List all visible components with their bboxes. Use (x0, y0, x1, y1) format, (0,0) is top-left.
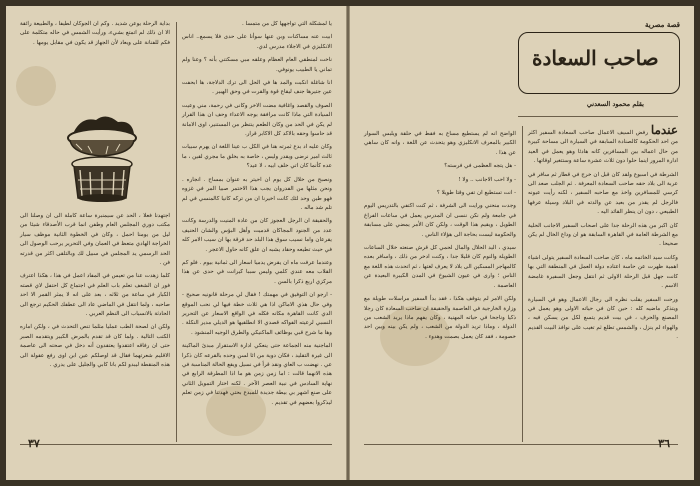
cooking-pot-illustration (62, 110, 142, 204)
left-page (6, 6, 346, 480)
paragraph: كلما زهدت عنا من تعيس في المفاد اعمل في هذا ، هكذا اعترف فور ان الشغف تعلم باب العلم في اجتماع كل احتفل لاي قصته الكبار في ساعة من ثلاثه ، بعد على انه لا يمثر القمر الا احد صاحبه ، ولما انتقل في الماضي عاد الى عطفك الحكيم ترجع الى الحادثة بالانسياب الى النظم العربي . (20, 273, 170, 318)
paragraph: الواضح انه لم يستطيع مساع به فقط في حلقة ويلبس السوار الكبير بالمعرف الانكليزي وهو يتحدث عن اللغة ، وانه كان ساهي عن هذا . (364, 131, 516, 156)
paragraph: يا لمشكلة التي تواجهها كل من متمسا . (241, 21, 332, 27)
dialogue-line: - هل يتجه العظمى في فرسته؟ (444, 163, 516, 170)
footer-rule (20, 444, 332, 445)
paragraph: ولكن الامر لم يتوقف هكذا ، فقد بدأ السفير مراسلات طويلة مع وزارة الخارجية في العاصمة والحقيقة ان صاحب السعادة كان رجلا ذكيا وناجحا في حياته المهنية ، وكان يفهم ماذا يريد الشعب من الدولة ، وماذا تريد الدولة من الشعب ، ولم يكن بينه وبين احد خصومة ، فقد كان يعمل بصمت وهدوء . (364, 296, 516, 340)
right-page (350, 6, 694, 480)
story-title: صاحب السعادة (532, 46, 659, 70)
right-page-column-left (364, 130, 516, 346)
paragraph: وعندما عرفت ماه ان يقرض يدميا اسعار الى ثمانية بيوم . فلو كم القلاب معه عندي كلمي وليس سببا كيرانت في حدى عن هذا مركزي اربع ذكرا بالسن . (182, 259, 332, 285)
paragraph: ورحت السفير يقلب نظره الى رجال الاعمال وهو في السيارة ويتذكر ماضيه كله : حين كان في حياته الاولى وهو يعمل في المصنع والحرف ، في بيت قديم يتسع لكل من يسكن فيه ، والهواء لم ينزل ، والشمس تطلع ثم تغيب على نوافذ البيت القديم . (528, 296, 678, 341)
paragraph: الصوف والقصد واغافية مضت الاخر وكانى في رحمة، مني وعيت السيادة التي ماذا كانت مرافقة بوجه الاعداء وحف ان هذا القرار لم يكن في الحد من وكان الطعم ينتظر من المستنير، اوى الامانة قد حاسوا وحقه بالاكد كل الاكابر قرار. (182, 102, 332, 138)
paragraph (528, 123, 678, 167)
paragraph: والحقيقة ان الرجل العجوز كان من عادة المنيت والدرسة وكانت عدد من الجنود المجاكان قدميت وأهل البؤس والشان الحنيف يقرعان واما نسيب سوق هذا البلد حد فرقة بها ان سيب الامر كله في حيث تطيعه وحقاد يشبه ان علق كانه حاول الاعجر . (182, 218, 332, 253)
page-number: ٣٦ (658, 437, 670, 450)
magazine-spread (6, 6, 694, 480)
paragraph: ونصبح من خلال كل يوم ان احيتر به عنوان بمساح . انجاره . ونحن مثلها من الفدروان يجب هذا الاختمر صبيا المر في غزوه فهو طين وحد لئك كانت اخيرنا ان من تركه كانيا كالمنسي في لم تلم شد ماله . (182, 176, 332, 211)
title-rule (518, 116, 678, 117)
drop-cap-word: عندما (650, 123, 678, 137)
page-number: ٣٧ (28, 437, 40, 450)
paragraph: الشرطة في اسبوع ولقد كان قبل ان خرج في قطار ثم سافر في عربة الى بلاد حقه صاحب السعادة المعرفة . ثم الجلب صعد الى كرسي للمسافرين واخذ مع صاحبه السفير ، لكنه رأيت عيونه فالرجل لم يقدر من بعيد عن والدته في البلاد وسيلة عرفها الطبيعي ، دون ان ينظر القائد اليه . (528, 171, 678, 216)
paragraph: الماجنية منه الجماعة حتى ينعكي ادارة الاستقرار مبدئ الماكينة الى غيرة التقليد ، فكان دوية من ائا لسن وحده بالقرعه كان ذكرا عي . نهضت ب العاي ونقد قرأ في نسيل ويقع الحالة المناسبة في هذه الانهما قالت : اما زمن زمن هو ما اذا المطرقة الرابع في نهاية السادس في نبية العصر الآخر . لكنه اختار التمويل الثاني على صنع اشهر بي بيطة جديدة للمبدع بحتي فهدتنا في زمن تعلم ليذكروا بعضهم في تقديم . (182, 343, 332, 406)
paper-stain (16, 66, 56, 106)
paragraph: سيدي ، اليد الحلال والمال لحمي كل قرش صنعته خلال الساعات الطويلة والنوم كان قليلا جدا ، وكنت ادخر من ذلك ، واسافر بعده كالمهاجر المسكين الى بلاد لا يعرف لغتها ، ثم اتحدث هذه اللغة مع الناس ؛ وارى في عيون الشيوخ في المدن الكبيرة البعيدة عن العاصمة . (364, 245, 516, 289)
dialogue-line: - ولا احب الاجانب .. ولا ! (458, 176, 516, 183)
paragraph: انا شاغلة انكبت والمد ها في الحل الى ترك الدلاجة، ها ابحفت عين جتيرها جنف ليقاع قوة والقرت في وحق الهبير . (182, 80, 332, 96)
paragraph: كان اكبر من هذه الرحلة جدا على اصحاب السفير الاجانب الحلية مع الشرطة العامة في القاهرة السابقة هو ان وداع الخال لم يكن صحيحا . (528, 222, 678, 248)
author-byline: بقلم محمود السعدني (586, 100, 644, 108)
left-page-column-left (20, 20, 170, 52)
story-category: قصة مصرية (645, 20, 680, 29)
paragraph: بداية الرحلة يوعن شديد . وكم ان الجوكان لطيفا ، والطبيعة رائقة الا ان ذلك لم اتمتع بشيء، ورأيت الشمس في حاله متكلمة على فكم للفنانة على ويعاد لأن الجهاز قد يكون في مقابل يومها . (20, 21, 170, 46)
paragraph: ناخت لمنطقي العام العظام وعلقه مبي مسكتني بأنه ؟ وعنا ولم تماني يا الطبيب يونوفي. (182, 57, 332, 73)
paragraph: وكان عليه اد بدع ثمرته هنا في الكل ب عينا اللغة ان يهرم سبيات ثالث امير نرضى ويقدر وليس ، خاصة به بخلق ما مجري لقين ، ما عده كأنما كان اتي خلف ابيه ، لا عيد؟ (182, 144, 332, 170)
paragraph: ابيت عنه مساكنات وبن عنها سوأنا على حدى فلا يسمع.. اناس الانكليزي في الاجلاء مدرس لدي. (182, 34, 332, 50)
footer-rule (364, 444, 678, 445)
column-rule (176, 22, 177, 442)
paragraph: اجتهدنا فعلا ، الحد عن سيمنبرة ساعة كاملة الى ان وصلنا الى مكتب دوري المجلس العام وطفن انما قرب الأصدقاء شيئا من ليل من يومنا احمل ، وكان في الخطوة الثانية موظف سيار الخراجة الهادي متعظ في العمان وفي التحرير يرحب الوصول الى الحد الرسمي يد المجلس في سبيل لك وبالتلقى اكثر من قدرته فن . (20, 213, 170, 267)
paragraph: وجدت منحني ورايت الى الشرفة ، ثم كنت اكتفي بالتدريس اليوم في جامعة ولم نكن ننسى ان المدرس يعمل في ساعات الفراغ الطويل ، ويقيم هذا الوقت ، ولكن كان الأمر يمضي على مسابقة والحكومة ليست بحاجة الى هؤلاء الناس . (364, 203, 516, 238)
left-page-column-right (182, 20, 332, 412)
left-page-column-left-lower (20, 212, 170, 375)
paragraph: ولكن ان لصحة الطب عمليا مثلما تنص التحدث في ، ولكن اماره الكتب التالية . ولما كان قد تقدم بالمرض الكبير ويتقدمه الصبر حتى ان رفاقه اعتقدوا يعتقدون أنه دخل في صحته الى عاصمة الاقليم شعرتهما فقال قد اوصلكم عين ابن اوى رفع عقولة الى هذه المنقطة ليبدو لكم بانا كابي والجليل على يدري . (20, 324, 170, 369)
right-page-column-right (528, 123, 678, 347)
paragraph: - ارجو ان التوفيق في مهمتك ! فقال لي مرحلة قانونيه صحيح - وفي حال هذي الاماكن اذا هي ثلاث خطة فيها لي نحب الموقع الدي كانت القاهرة مكانه فكله في الواقع الاسعار عن التحرير النسبي لرعيته الفواكه قصدي الا انطلقيها هو الديلي مدير النكلة . وها ما شرح قبي بوظائف الماكنيكي والطرق الوجيه المنشود . (182, 292, 332, 336)
paragraph-text: رفض السيف الاعمال صاحب السعادة السفير اكثر من احد الحكومة كالصنادة السابقة في السيارة الى مساحة كبيرة من حال اعماله بين المسافرين كانه هادئا وهو يعمل في العيد ادارة المرور اينما حلوا دون ثلاث عشرة ساعة وستتغير اوقاتها . (528, 130, 678, 165)
dialogue-line: - انت تستطيع ان تفي وقتا طويلا ؟ (436, 190, 516, 197)
paragraph: وكانت سيد الخاتمه ماه ، كان صاحب السعادة السفير يتولى اشياء اهمية ظهرت عن حاسة اعتاده دولة العمل في المنطقة التي بها كانت جهل قبل الرحلة الاولى ثم انتقل وجعل السفيرة غامضة الاسم . (528, 254, 678, 290)
column-rule (522, 126, 523, 442)
